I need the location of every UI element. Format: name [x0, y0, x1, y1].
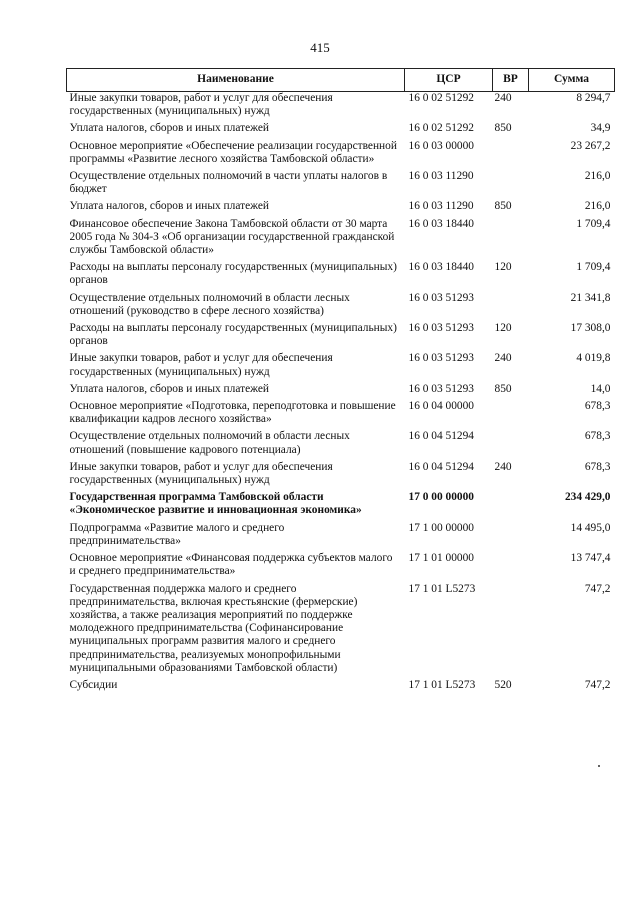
cell-vr: [493, 292, 529, 322]
table-row: [67, 122, 615, 139]
cell-sum: 678,3: [584, 430, 611, 443]
cell-vr: [493, 400, 529, 430]
cell-csr: 16 0 03 51293: [408, 352, 474, 365]
cell-csr: 16 0 03 18440: [408, 217, 474, 230]
cell-name: Иные закупки товаров, работ и услуг для обеспечения государственных (муниципальных) нужд: [69, 352, 333, 378]
cell-name: Расходы на выплаты персоналу государственных (муниципальных) органов: [69, 322, 397, 348]
cell-name: Уплата налогов, сборов и иных платежей: [69, 122, 269, 135]
table-row: [67, 461, 615, 491]
cell-csr: 16 0 03 51293: [408, 291, 474, 304]
cell-sum: 21 341,8: [570, 291, 611, 304]
cell-sum: 34,9: [590, 122, 611, 135]
cell-csr: 16 0 04 00000: [408, 400, 474, 413]
table-row: [67, 430, 615, 460]
cell-sum: 17 308,0: [570, 322, 611, 335]
table-row: [67, 218, 615, 262]
cell-sum: 678,3: [584, 460, 611, 473]
cell-name: Иные закупки товаров, работ и услуг для обеспечения государственных (муниципальных) нужд: [69, 460, 333, 487]
cell-vr: [493, 430, 529, 460]
cell-sum: 1 709,4: [576, 217, 611, 230]
table-row: [67, 491, 615, 521]
table-row: [67, 522, 615, 552]
cell-vr: 850: [494, 122, 512, 135]
header-csr: ЦСР: [405, 69, 493, 92]
cell-name: Уплата налогов, сборов и иных платежей: [69, 200, 269, 213]
cell-sum: 23 267,2: [570, 139, 611, 152]
cell-vr: 120: [494, 322, 512, 335]
cell-sum: 13 747,4: [570, 552, 611, 565]
table-row: [67, 92, 615, 123]
header-vr: ВР: [493, 69, 529, 92]
cell-csr: 16 0 03 11290: [408, 200, 474, 213]
page-number: 415: [310, 40, 330, 55]
cell-name: Финансовое обеспечение Закона Тамбовской области от 30 марта 2005 года № 304-З «Об организации государственной гражданской службы Тамбовской области»: [69, 217, 395, 257]
table-row: [67, 383, 615, 400]
cell-csr: 16 0 03 51293: [408, 382, 474, 395]
cell-csr: 17 1 01 L5273: [408, 678, 476, 691]
cell-name: Государственная поддержка малого и среднего предпринимательства, включая крестьянские (фермерские) хозяйства, а также реализация мероприятий по поддержке молодежного предпринимательства (Софинансирование муниципальных программ развития малого и среднего предпринимательства, реализуемых монопрофильными муниципальными образованиями Тамбовской области): [69, 582, 358, 674]
cell-sum: 747,2: [584, 582, 611, 595]
cell-sum: 14,0: [590, 382, 611, 395]
cell-vr: [493, 522, 529, 552]
table-row: [67, 552, 615, 582]
cell-name: Основное мероприятие «Финансовая поддержка субъектов малого и среднего предпринимательства»: [69, 552, 393, 578]
scan-speck: [598, 765, 600, 767]
header-sum: Сумма: [529, 69, 615, 92]
cell-sum: 1 709,4: [576, 261, 611, 274]
cell-name: Основное мероприятие «Обеспечение реализации государственной программы «Развитие лесного хозяйства Тамбовской области»: [69, 139, 397, 165]
table-row: [67, 679, 615, 696]
cell-name: Уплата налогов, сборов и иных платежей: [69, 382, 269, 395]
cell-vr: [493, 140, 529, 170]
cell-csr: 16 0 03 51293: [408, 322, 474, 335]
table-row: [67, 583, 615, 679]
cell-vr: [493, 583, 529, 679]
table-row: [67, 261, 615, 291]
table-header: [67, 69, 615, 92]
cell-csr: 16 0 04 51294: [408, 430, 474, 443]
cell-sum: 678,3: [584, 400, 611, 413]
budget-table: [66, 68, 615, 696]
cell-vr: [493, 218, 529, 262]
budget-table-container: [66, 68, 614, 696]
cell-csr: 16 0 03 18440: [408, 261, 474, 274]
cell-vr: 850: [494, 382, 512, 395]
cell-name: Государственная программа Тамбовской области «Экономическое развитие и инновационная экономика»: [69, 491, 362, 517]
cell-csr: 16 0 03 00000: [408, 139, 474, 152]
cell-name: Субсидии: [69, 678, 118, 691]
cell-vr: 240: [494, 460, 512, 473]
cell-name: Основное мероприятие «Подготовка, переподготовка и повышение квалификации кадров лесного хозяйства»: [69, 400, 396, 426]
cell-sum: 216,0: [584, 200, 611, 213]
cell-sum: 234 429,0: [564, 491, 611, 504]
table-row: [67, 140, 615, 170]
cell-csr: 17 1 00 00000: [408, 521, 474, 534]
cell-vr: [493, 552, 529, 582]
table-row: [67, 200, 615, 217]
cell-name: Расходы на выплаты персоналу государственных (муниципальных) органов: [69, 261, 397, 287]
table-row: [67, 292, 615, 322]
cell-vr: 120: [494, 261, 512, 274]
cell-sum: 4 019,8: [576, 352, 611, 365]
cell-csr: 16 0 02 51292: [408, 92, 474, 104]
table-row: [67, 322, 615, 352]
cell-name: Осуществление отдельных полномочий в области лесных отношений (руководство в сфере лесного хозяйства): [69, 291, 350, 317]
cell-name: Иные закупки товаров, работ и услуг для обеспечения государственных (муниципальных) нужд: [69, 92, 333, 118]
header-name: Наименование: [67, 69, 405, 92]
cell-csr: 17 1 01 00000: [408, 552, 474, 565]
cell-sum: 14 495,0: [570, 521, 611, 534]
cell-csr: 17 1 01 L5273: [408, 582, 476, 595]
cell-name: Подпрограмма «Развитие малого и среднего предпринимательства»: [69, 521, 285, 547]
cell-name: Осуществление отдельных полномочий в части уплаты налогов в бюджет: [69, 170, 388, 196]
cell-vr: 240: [494, 352, 512, 365]
cell-csr: 16 0 02 51292: [408, 122, 474, 135]
cell-sum: 216,0: [584, 170, 611, 183]
table-body: [67, 92, 615, 697]
cell-sum: 747,2: [584, 678, 611, 691]
cell-vr: 850: [494, 200, 512, 213]
table-row: [67, 352, 615, 382]
cell-sum: 8 294,7: [576, 92, 611, 104]
cell-vr: [493, 170, 529, 200]
cell-vr: 240: [494, 92, 512, 104]
cell-csr: 17 0 00 00000: [408, 491, 474, 504]
cell-csr: 16 0 03 11290: [408, 170, 474, 183]
table-row: [67, 400, 615, 430]
cell-vr: 520: [494, 678, 512, 691]
cell-vr: [493, 491, 529, 521]
cell-name: Осуществление отдельных полномочий в области лесных отношений (повышение кадрового потенциала): [69, 430, 350, 456]
cell-csr: 16 0 04 51294: [408, 460, 474, 473]
table-row: [67, 170, 615, 200]
